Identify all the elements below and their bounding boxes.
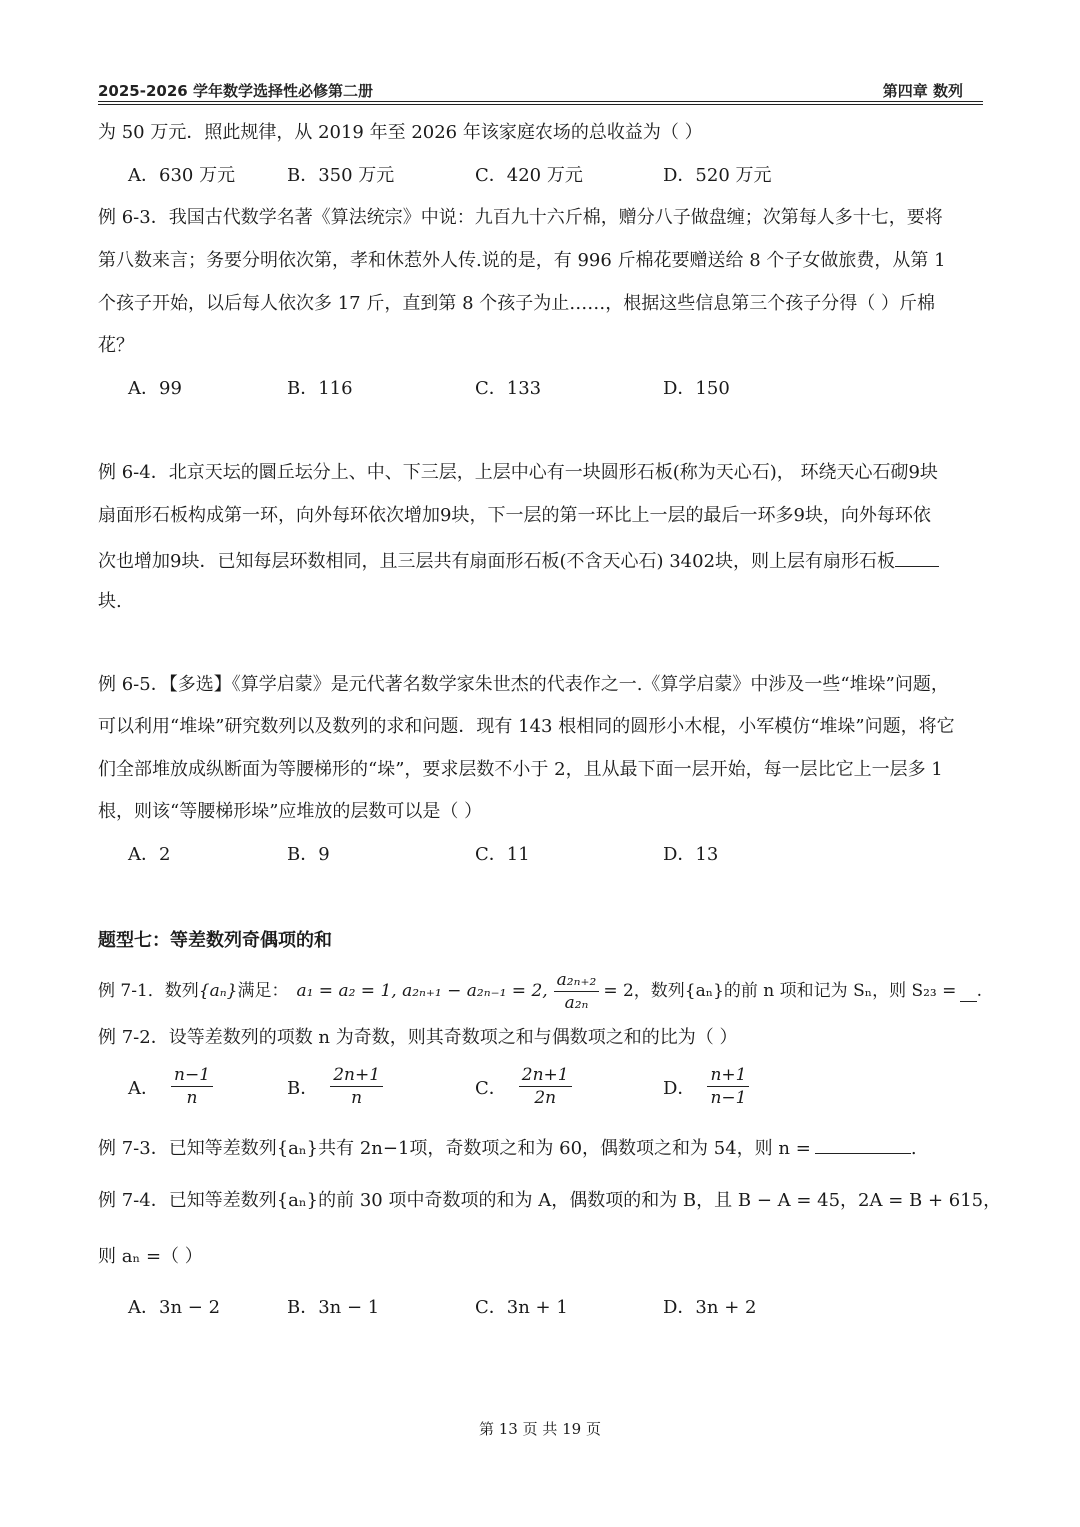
q6-3-line-3: 个孩子开始，以后每人依次多 17 斤，直到第 8 个孩子为止……，根据这些信息第三个孩子分得（ ）斤棉 bbox=[98, 293, 935, 314]
answer-blank bbox=[815, 1133, 911, 1154]
q6-3-line-2: 第八数来言；务要分明依次第，孝和休惹外人传.说的是，有 996 斤棉花要赠送给 8 个子女做旅费，从第 1 bbox=[98, 250, 946, 271]
answer-blank bbox=[895, 546, 939, 567]
q7-4-option-b: B．3n − 1 bbox=[287, 1297, 380, 1318]
answer-blank bbox=[960, 981, 976, 1002]
q6-5-option-a: A．2 bbox=[128, 844, 171, 865]
q7-4-line-2: 则 aₙ =（ ） bbox=[98, 1246, 203, 1267]
q7-4-option-c: C．3n + 1 bbox=[475, 1297, 568, 1318]
q6-5-option-c: C．11 bbox=[475, 844, 530, 865]
q7-4-option-d: D．3n + 2 bbox=[663, 1297, 757, 1318]
q7-4-line-1: 例 7-4．已知等差数列{aₙ}的前 30 项中奇数项的和为 A，偶数项的和为 B，且 B − A = 45，2A = B + 615， bbox=[98, 1190, 1002, 1211]
q7-2-option-d: D． $\frac{n+1}{n-1}$ bbox=[663, 1064, 749, 1109]
q7-4-option-a: A．3n − 2 bbox=[128, 1297, 221, 1318]
q6-5-line-4: 根，则该“等腰梯形垛”应堆放的层数可以是（ ） bbox=[98, 801, 483, 822]
ratio-fraction: $\frac{\text{a₂ₙ₊₂}}{\text{a₂ₙ}}$ bbox=[554, 969, 600, 1014]
header-rule-thin bbox=[98, 104, 983, 105]
q6-3-line-1: 例 6-3．我国古代数学名著《算法统宗》中说：九百九十六斤棉，赠分八子做盘缠；次第每人多十七，要将 bbox=[98, 207, 943, 228]
q6-4-line-1: 例 6-4．北京天坛的圜丘坛分上、中、下三层，上层中心有一块圆形石板(称为天心石)， 环绕天心石砌9块 bbox=[98, 462, 938, 483]
q7-2-option-b: B． $\frac{2n+1}{n}$ bbox=[287, 1064, 383, 1109]
q6-3-option-a: A．99 bbox=[128, 378, 182, 399]
q6-3-option-b: B．116 bbox=[287, 378, 353, 399]
q7-2-option-c: C． $\frac{2n+1}{2n}$ bbox=[475, 1064, 572, 1109]
header-right: 第四章 数列 bbox=[882, 82, 963, 100]
q6-5-option-d: D．13 bbox=[663, 844, 719, 865]
header-rule bbox=[98, 101, 983, 102]
q7-1: 例 7-1．数列 {aₙ} 满足： a₁ = a₂ = 1, a₂ₙ₊₁ − a₂ₙ₋₁ = 2, $\frac{\text{a₂ₙ₊₂}}{\text{a₂ₙ}}$ = 2 ，数列{aₙ}的前 n 项和记为 Sₙ，则 S₂₃ = . bbox=[98, 969, 982, 1013]
q7-2-option-a: A． $\frac{n-1}{n}$ bbox=[128, 1064, 213, 1109]
q6-5-option-b: B．9 bbox=[287, 844, 330, 865]
q6-4-line-4: 块. bbox=[98, 591, 122, 612]
q6-5-line-3: 们全部堆放成纵断面为等腰梯形的“垛”，要求层数不小于 2，且从最下面一层开始，每一层比它上一层多 1 bbox=[98, 759, 943, 780]
q6-5-line-1: 例 6-5．【多选】《算学启蒙》是元代著名数学家朱世杰的代表作之一.《算学启蒙》中涉及一些“堆垛”问题， bbox=[98, 674, 949, 695]
q7-3: 例 7-3．已知等差数列{aₙ}共有 2n−1项，奇数项之和为 60，偶数项之和为 54，则 n = . bbox=[98, 1133, 982, 1162]
q6-2-option-d: D．520 万元 bbox=[663, 165, 772, 186]
q7-2: 例 7-2．设等差数列的项数 n 为奇数，则其奇数项之和与偶数项之和的比为（ ） bbox=[98, 1027, 738, 1048]
q6-2-option-c: C．420 万元 bbox=[475, 165, 583, 186]
section-title: 题型七：等差数列奇偶项的和 bbox=[98, 930, 332, 951]
q6-4-line-2: 扇面形石板构成第一环，向外每环依次增加9块，下一层的第一环比上一层的最后一环多9块，向外每环依 bbox=[98, 505, 931, 526]
page-footer: 第 13 页 共 19 页 bbox=[478, 1420, 601, 1438]
q6-3-option-c: C．133 bbox=[475, 378, 542, 399]
header-left: 2025-2026 学年数学选择性必修第二册 bbox=[98, 82, 373, 100]
q6-4-line-3: 次也增加9块．已知每层环数相同，且三层共有扇面形石板(不含天心石) 3402块，则上层有扇形石板 bbox=[98, 546, 982, 575]
q6-3-line-4: 花？ bbox=[98, 335, 134, 356]
q6-3-option-d: D．150 bbox=[663, 378, 730, 399]
q6-2-option-b: B．350 万元 bbox=[287, 165, 395, 186]
q6-2-option-a: A．630 万元 bbox=[128, 165, 236, 186]
q6-2-tail: 为 50 万元．照此规律，从 2019 年至 2026 年该家庭农场的总收益为（ ） bbox=[98, 122, 703, 143]
q6-5-line-2: 可以利用“堆垛”研究数列以及数列的求和问题．现有 143 根相同的圆形小木棍，小军模仿“堆垛”问题，将它 bbox=[98, 716, 955, 737]
